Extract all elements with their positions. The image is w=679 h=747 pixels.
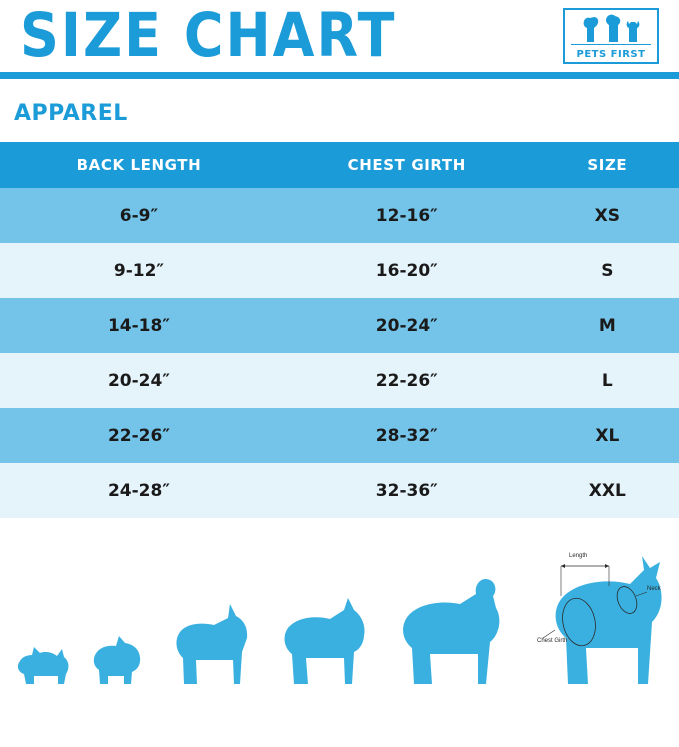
dog-silhouette-s-icon <box>86 618 150 684</box>
cell-chest-girth: 32-36″ <box>278 463 536 518</box>
cell-back-length: 9-12″ <box>0 243 278 298</box>
cell-back-length: 6-9″ <box>0 188 278 243</box>
table-header-row <box>0 142 679 188</box>
brand-logo <box>563 8 659 64</box>
cell-chest-girth: 28-32″ <box>278 408 536 463</box>
cell-chest-girth: 12-16″ <box>278 188 536 243</box>
dog-silhouette-icon <box>604 14 622 42</box>
dog-silhouette-xl-icon <box>390 572 508 684</box>
measurement-diagram <box>535 552 675 684</box>
header-rule <box>0 72 679 79</box>
cell-size: XL <box>536 408 679 463</box>
cell-size: M <box>536 298 679 353</box>
cell-back-length: 22-26″ <box>0 408 278 463</box>
page-title: SIZE CHART <box>20 0 397 71</box>
cell-size: S <box>536 243 679 298</box>
column-header-back-length: BACK LENGTH <box>0 142 278 188</box>
dog-silhouette-l-icon <box>274 588 374 684</box>
table-row <box>0 298 679 353</box>
logo-divider <box>571 44 651 45</box>
logo-animal-silhouettes <box>581 12 641 42</box>
size-table <box>0 142 679 518</box>
logo-brand-text: PETS FIRST <box>576 49 646 60</box>
dog-silhouette-xs-icon <box>14 630 76 684</box>
column-header-chest-girth: CHEST GIRTH <box>278 142 536 188</box>
table-row <box>0 353 679 408</box>
dog-silhouette-m-icon <box>166 596 256 684</box>
cell-size: XXL <box>536 463 679 518</box>
cell-size: L <box>536 353 679 408</box>
column-header-size: SIZE <box>536 142 679 188</box>
diagram-label-neck: Neck <box>647 586 661 592</box>
cell-chest-girth: 16-20″ <box>278 243 536 298</box>
cell-back-length: 14-18″ <box>0 298 278 353</box>
cell-back-length: 20-24″ <box>0 353 278 408</box>
page-header <box>0 0 679 72</box>
cat-silhouette-icon <box>625 18 641 42</box>
cell-chest-girth: 20-24″ <box>278 298 536 353</box>
cell-back-length: 24-28″ <box>0 463 278 518</box>
table-row <box>0 408 679 463</box>
diagram-label-chest-girth: Chest Girth <box>537 638 568 644</box>
dog-silhouette-icon <box>581 16 601 42</box>
table-row <box>0 463 679 518</box>
dog-size-illustration <box>0 534 679 684</box>
cell-chest-girth: 22-26″ <box>278 353 536 408</box>
table-row <box>0 188 679 243</box>
measurement-guide-lines <box>535 552 675 684</box>
section-label: APPAREL <box>14 101 128 126</box>
table-row <box>0 243 679 298</box>
diagram-label-length: Length <box>569 553 588 559</box>
cell-size: XS <box>536 188 679 243</box>
